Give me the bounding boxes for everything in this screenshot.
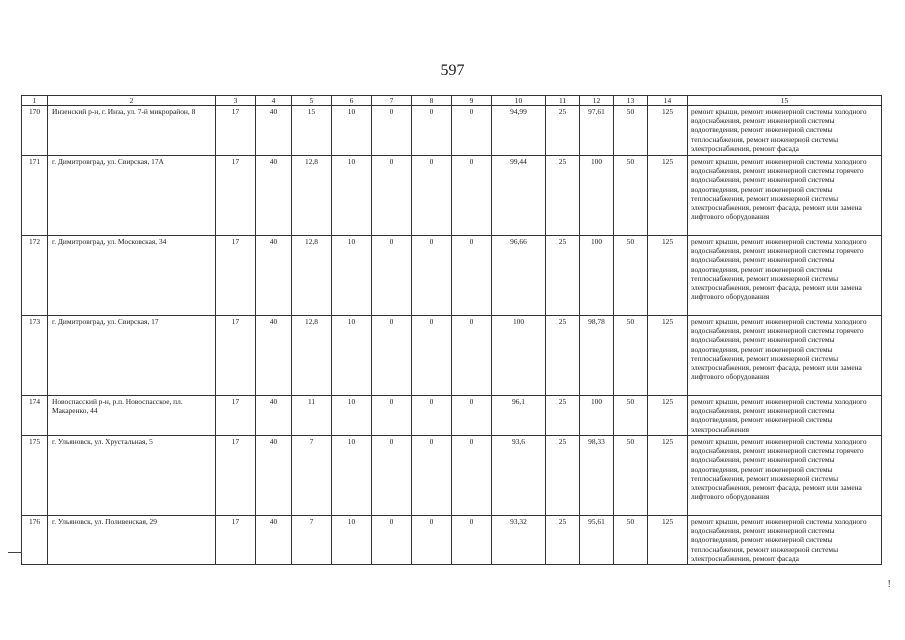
address-cell: г. Димитровград, ул. Свирская, 17: [48, 316, 216, 396]
value-cell-c8: 0: [412, 316, 452, 396]
value-cell-c6: 10: [332, 316, 372, 396]
value-cell-c10: 93,6: [492, 436, 546, 516]
address-cell: Инзенский р-н, г. Инза, ул. 7-й микрорайон, 8: [48, 106, 216, 156]
value-cell-c5: 12,8: [292, 236, 332, 316]
value-cell-c3: 17: [216, 436, 256, 516]
works-cell: ремонт крыши, ремонт инженерной системы холодного водоснабжения, ремонт инженерной системы горячего водоснабжения, ремонт инженерной системы водоотведения, ремонт инженерной системы теплоснабжения, ремонт инженерной системы электроснабжения, ремонт фасада, ремонт или замена лифтового оборудования: [688, 236, 882, 316]
works-cell: ремонт крыши, ремонт инженерной системы холодного водоснабжения, ремонт инженерной системы горячего водоснабжения, ремонт инженерной системы водоотведения, ремонт инженерной системы теплоснабжения, ремонт инженерной системы электроснабжения, ремонт фасада, ремонт или замена лифтового оборудования: [688, 156, 882, 236]
value-cell-c5: 12,8: [292, 316, 332, 396]
header-col-14: 14: [648, 96, 688, 106]
value-cell-c3: 17: [216, 106, 256, 156]
address-cell: Новоспасский р-н, р.п. Новоспасское, пл. Макаренко, 44: [48, 396, 216, 436]
value-cell-c5: 12,8: [292, 156, 332, 236]
value-cell-c10: 96,66: [492, 236, 546, 316]
value-cell-c9: 0: [452, 316, 492, 396]
works-cell: ремонт крыши, ремонт инженерной системы холодного водоснабжения, ремонт инженерной системы водоотведения, ремонт инженерной системы электроснабжения: [688, 396, 882, 436]
row-number: 170: [22, 106, 48, 156]
header-col-13: 13: [614, 96, 648, 106]
value-cell-c14: 125: [648, 236, 688, 316]
value-cell-c14: 125: [648, 396, 688, 436]
value-cell-c12: 97,61: [580, 106, 614, 156]
value-cell-c14: 125: [648, 316, 688, 396]
address-cell: г. Димитровград, ул. Свирская, 17А: [48, 156, 216, 236]
table-row: [22, 436, 882, 516]
page-number: 597: [440, 62, 465, 79]
header-col-3: 3: [216, 96, 256, 106]
value-cell-c7: 0: [372, 236, 412, 316]
value-cell-c12: 100: [580, 396, 614, 436]
value-cell-c12: 98,78: [580, 316, 614, 396]
table-row: [22, 396, 882, 436]
value-cell-c5: 15: [292, 106, 332, 156]
address-cell: г. Ульяновск, ул. Поливенская, 29: [48, 516, 216, 565]
value-cell-c12: 100: [580, 236, 614, 316]
value-cell-c4: 40: [256, 156, 292, 236]
value-cell-c9: 0: [452, 236, 492, 316]
repair-registry-table: [21, 95, 882, 565]
value-cell-c13: 50: [614, 396, 648, 436]
works-cell: ремонт крыши, ремонт инженерной системы холодного водоснабжения, ремонт инженерной системы горячего водоснабжения, ремонт инженерной системы водоотведения, ремонт инженерной системы теплоснабжения, ремонт инженерной системы электроснабжения, ремонт фасада, ремонт или замена лифтового оборудования: [688, 316, 882, 396]
value-cell-c11: 25: [546, 106, 580, 156]
value-cell-c4: 40: [256, 436, 292, 516]
value-cell-c13: 50: [614, 436, 648, 516]
value-cell-c13: 50: [614, 516, 648, 565]
value-cell-c11: 25: [546, 436, 580, 516]
value-cell-c5: 7: [292, 516, 332, 565]
value-cell-c7: 0: [372, 516, 412, 565]
row-number: 173: [22, 316, 48, 396]
value-cell-c7: 0: [372, 436, 412, 516]
header-col-9: 9: [452, 96, 492, 106]
header-col-5: 5: [292, 96, 332, 106]
value-cell-c6: 10: [332, 156, 372, 236]
value-cell-c10: 96,1: [492, 396, 546, 436]
value-cell-c13: 50: [614, 316, 648, 396]
value-cell-c4: 40: [256, 236, 292, 316]
value-cell-c10: 93,32: [492, 516, 546, 565]
value-cell-c4: 40: [256, 316, 292, 396]
value-cell-c10: 94,99: [492, 106, 546, 156]
value-cell-c8: 0: [412, 396, 452, 436]
row-number: 175: [22, 436, 48, 516]
value-cell-c7: 0: [372, 316, 412, 396]
margin-mark: !: [887, 578, 891, 590]
value-cell-c8: 0: [412, 436, 452, 516]
value-cell-c14: 125: [648, 436, 688, 516]
value-cell-c14: 125: [648, 106, 688, 156]
value-cell-c9: 0: [452, 106, 492, 156]
value-cell-c12: 100: [580, 156, 614, 236]
header-col-2: 2: [48, 96, 216, 106]
margin-stray-line: [8, 552, 22, 553]
value-cell-c4: 40: [256, 106, 292, 156]
value-cell-c3: 17: [216, 316, 256, 396]
value-cell-c9: 0: [452, 436, 492, 516]
header-col-4: 4: [256, 96, 292, 106]
address-cell: г. Ульяновск, ул. Хрустальная, 5: [48, 436, 216, 516]
value-cell-c11: 25: [546, 516, 580, 565]
value-cell-c9: 0: [452, 396, 492, 436]
value-cell-c3: 17: [216, 396, 256, 436]
value-cell-c8: 0: [412, 236, 452, 316]
value-cell-c7: 0: [372, 156, 412, 236]
header-col-11: 11: [546, 96, 580, 106]
value-cell-c12: 95,61: [580, 516, 614, 565]
works-cell: ремонт крыши, ремонт инженерной системы холодного водоснабжения, ремонт инженерной системы горячего водоснабжения, ремонт инженерной системы водоотведения, ремонт инженерной системы теплоснабжения, ремонт инженерной системы электроснабжения, ремонт фасада, ремонт или замена лифтового оборудования: [688, 436, 882, 516]
value-cell-c3: 17: [216, 156, 256, 236]
header-col-15: 15: [688, 96, 882, 106]
value-cell-c6: 10: [332, 396, 372, 436]
value-cell-c6: 10: [332, 236, 372, 316]
value-cell-c11: 25: [546, 316, 580, 396]
row-number: 171: [22, 156, 48, 236]
value-cell-c10: 100: [492, 316, 546, 396]
value-cell-c12: 98,33: [580, 436, 614, 516]
value-cell-c5: 7: [292, 436, 332, 516]
value-cell-c11: 25: [546, 236, 580, 316]
value-cell-c9: 0: [452, 516, 492, 565]
value-cell-c13: 50: [614, 236, 648, 316]
header-col-7: 7: [372, 96, 412, 106]
table-row: [22, 236, 882, 316]
value-cell-c3: 17: [216, 516, 256, 565]
table-row: [22, 106, 882, 156]
value-cell-c7: 0: [372, 106, 412, 156]
header-col-8: 8: [412, 96, 452, 106]
value-cell-c9: 0: [452, 156, 492, 236]
value-cell-c5: 11: [292, 396, 332, 436]
header-col-12: 12: [580, 96, 614, 106]
value-cell-c8: 0: [412, 156, 452, 236]
value-cell-c14: 125: [648, 516, 688, 565]
column-number-header: [22, 96, 882, 106]
header-col-10: 10: [492, 96, 546, 106]
header-col-1: 1: [22, 96, 48, 106]
table-row: [22, 516, 882, 565]
value-cell-c6: 10: [332, 106, 372, 156]
value-cell-c11: 25: [546, 156, 580, 236]
value-cell-c14: 125: [648, 156, 688, 236]
value-cell-c3: 17: [216, 236, 256, 316]
works-cell: ремонт крыши, ремонт инженерной системы холодного водоснабжения, ремонт инженерной системы водоотведения, ремонт инженерной системы теплоснабжения, ремонт инженерной системы электроснабжения, ремонт фасада: [688, 106, 882, 156]
table-row: [22, 156, 882, 236]
row-number: 172: [22, 236, 48, 316]
value-cell-c4: 40: [256, 396, 292, 436]
value-cell-c4: 40: [256, 516, 292, 565]
row-number: 176: [22, 516, 48, 565]
value-cell-c10: 99,44: [492, 156, 546, 236]
value-cell-c11: 25: [546, 396, 580, 436]
value-cell-c13: 50: [614, 106, 648, 156]
value-cell-c7: 0: [372, 396, 412, 436]
value-cell-c6: 10: [332, 516, 372, 565]
row-number: 174: [22, 396, 48, 436]
works-cell: ремонт крыши, ремонт инженерной системы холодного водоснабжения, ремонт инженерной системы водоотведения, ремонт инженерной системы теплоснабжения, ремонт инженерной системы электроснабжения, ремонт фасада: [688, 516, 882, 565]
address-cell: г. Димитровград, ул. Московская, 34: [48, 236, 216, 316]
value-cell-c8: 0: [412, 106, 452, 156]
value-cell-c8: 0: [412, 516, 452, 565]
value-cell-c13: 50: [614, 156, 648, 236]
table-row: [22, 316, 882, 396]
value-cell-c6: 10: [332, 436, 372, 516]
header-col-6: 6: [332, 96, 372, 106]
